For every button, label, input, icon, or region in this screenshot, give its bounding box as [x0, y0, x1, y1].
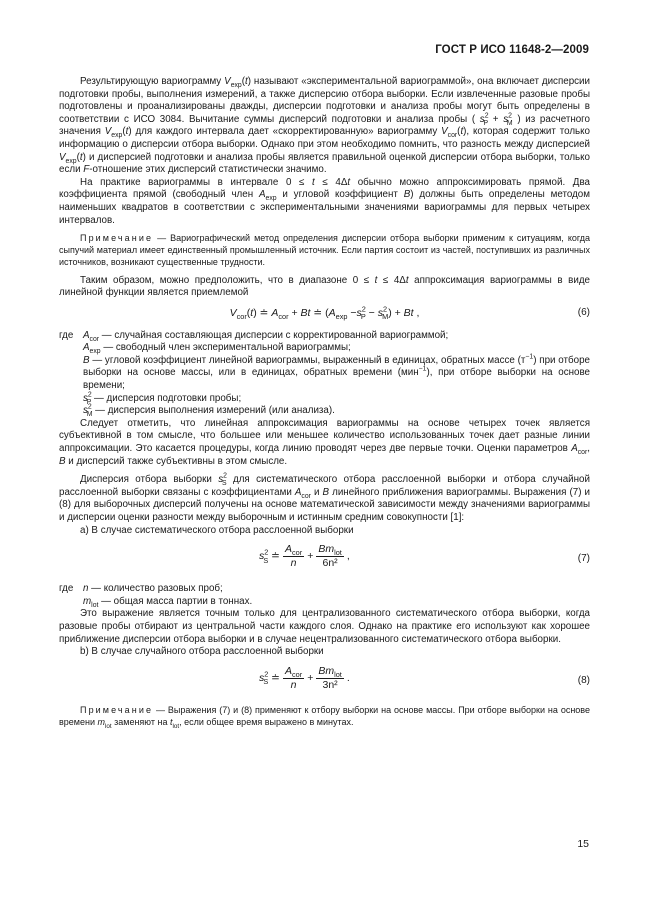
note-1-label: Примечание: [80, 233, 154, 244]
page-content: [59, 76, 590, 728]
definition-sp: $s^2_P$ — дисперсия подготовки пробы;: [83, 391, 242, 406]
paragraph-sampling-variance: Дисперсия отбора выборки $s^2_S$ для систематического отбора расслоенной выборки и отбора случайной расслоенной выборки связаны с коэффициентами $A_{cor}$ и B линейного приближения вариограммы. Выражения (7) и (8) для выборочных дисперсий получены на основе математической зависимости между значениями вариограммы и дисперсии оценки разности между выборочным и истинным средним совокупности [1]:: [59, 472, 590, 524]
page-number: 15: [577, 838, 589, 850]
note-2: Примечание — Выражения (7) и (8) применяют к отбору выборки на основе массы. При отборе выборки на основе времени $m_{lot}$ заменяют на $t_{lot}$, если общее время выражено в минутах.: [59, 704, 590, 730]
where-label: где: [59, 329, 74, 341]
equation-8-expression: $s^2_S$ ≐ $\frac{A_{cor}}{n}$ + $\frac{Bm_{lot}}{\text{3n²}}$ .: [259, 664, 350, 691]
equation-7-number: (7): [577, 553, 590, 565]
definition-aexp: $A_{exp}$ — свободный член экспериментальной вариограммы;: [83, 342, 351, 356]
equation-7: [59, 541, 590, 577]
equation-8-denominator: 3n²: [322, 678, 338, 691]
item-a: a) В случае систематического отбора расслоенной выборки: [80, 524, 354, 536]
definitions-list: [59, 342, 590, 418]
equation-7-denominator: 6n²: [322, 557, 338, 570]
note-1: [59, 233, 590, 268]
paragraph-subjectivity: Следует отметить, что линейная аппроксимация вариограммы на основе четырех точек является субъективной в том смысле, что большее или меньшее количество использованных точек дает разные линии аппроксимации. Это касается процедуры, когда линию проводят через две первые точки. Оценки параметров $A_{cor}$, B и дисперсий также субъективны в этом смысле.: [59, 417, 590, 467]
definition-n: где n — количество разовых проб;: [59, 583, 223, 595]
note-2-label: Примечание: [80, 704, 154, 715]
definition-mlot: $m_{lot}$ — общая масса партии в тоннах.: [83, 595, 253, 609]
item-b: b) В случае случайного отбора расслоенной выборки: [80, 646, 324, 658]
definition-sm: $s^2_M$ — дисперсия выполнения измерений (или анализа).: [83, 404, 335, 419]
equation-8-number: (8): [577, 674, 590, 686]
definition-b: B — угловой коэффициент линейной вариограммы, выраженный в единицах, обратных массе $(т^{-1})$ при отборе выборки на основе массы, или в единицах, обратных времени (мин$^{-1}$), при отборе выборки на основе времени;: [83, 353, 590, 392]
paragraph-linear-approximation: На практике вариограммы в интервале 0 ≤ t ≤ 4Δt обычно можно аппроксимировать прямой. Два коэффициента прямой (свободный член $A_{exp}$ и угловой коэффициент B) должны быть определены методом наименьших квадратов в соответствии с экспериментальными значениями вариограммы для первых четырех интервалов.: [59, 176, 590, 226]
document-code-header: ГОСТ Р ИСО 11648-2—2009: [435, 44, 589, 56]
definition-acor: где $A_{cor}$ — случайная составляющая дисперсии с корректированной вариограммой;: [59, 329, 449, 343]
equation-7-expression: $s^2_S$ ≐ $\frac{A_{cor}}{n}$ + $\frac{Bm_{lot}}{\text{6n²}}$ ,: [259, 543, 350, 570]
equation-8: [59, 663, 590, 699]
note-1-text: — Вариографический метод определения дисперсии отбора выборки применим к ситуациям, когда сыпучий материал имеет единственный промышленный источник. Если партия состоит из частей, поступивших из различных источников, возникают существенные трудности.: [59, 233, 590, 267]
paragraph-linear-function: Таким образом, можно предположить, что в диапазоне 0 ≤ t ≤ 4Δt аппроксимация вариограммы в виде линейной функции является приемлемой: [59, 274, 590, 299]
paragraph-experimental-variogram: Результирующую вариограмму $V_{exp}(t)$ называют «экспериментальной вариограммой», она включает дисперсии подготовки пробы, выполнения измерений, а также дисперсию отбора выборки. Если извлеченные разовые пробы подготовлены и проанализированы дважды, дисперсии подготовки и анализа пробы могут быть определены в соответствии с ИСО 3084. Вычитание суммы дисперсий подготовки и анализа пробы ( $s^2_P + s^2_M$ ) из расчетного значения $V_{exp}(t)$ для каждого интервала дает «скорректированную» вариограмму $V_{cor}(t)$, которая содержит только информацию о дисперсии отбора выборки. Однако при этом необходимо помнить, что разность между дисперсией $V_{exp}(t)$ и дисперсией подготовки и анализа пробы является правильной оценкой дисперсии отбора выборки, только если F-отношение этих дисперсий статистически значимо.: [59, 76, 590, 176]
equation-6-expression: $V_{cor}(t)$ ≐ $A_{cor} + Bt$ ≐ $(A_{exp} -s^2_P - s^2_M) + Bt$ ,: [229, 304, 420, 321]
paragraph-centralized: Это выражение является точным только для централизованного систематического отбора выборки, когда разовые пробы отбирают из центральной части каждого слоя. Однако на практике его используют как хорошее приближение дисперсии отбора выборки и в случае нецентрализованного систематического отбора выборки.: [59, 608, 590, 645]
equation-6-number: (6): [577, 306, 590, 318]
equation-6: [59, 304, 590, 326]
